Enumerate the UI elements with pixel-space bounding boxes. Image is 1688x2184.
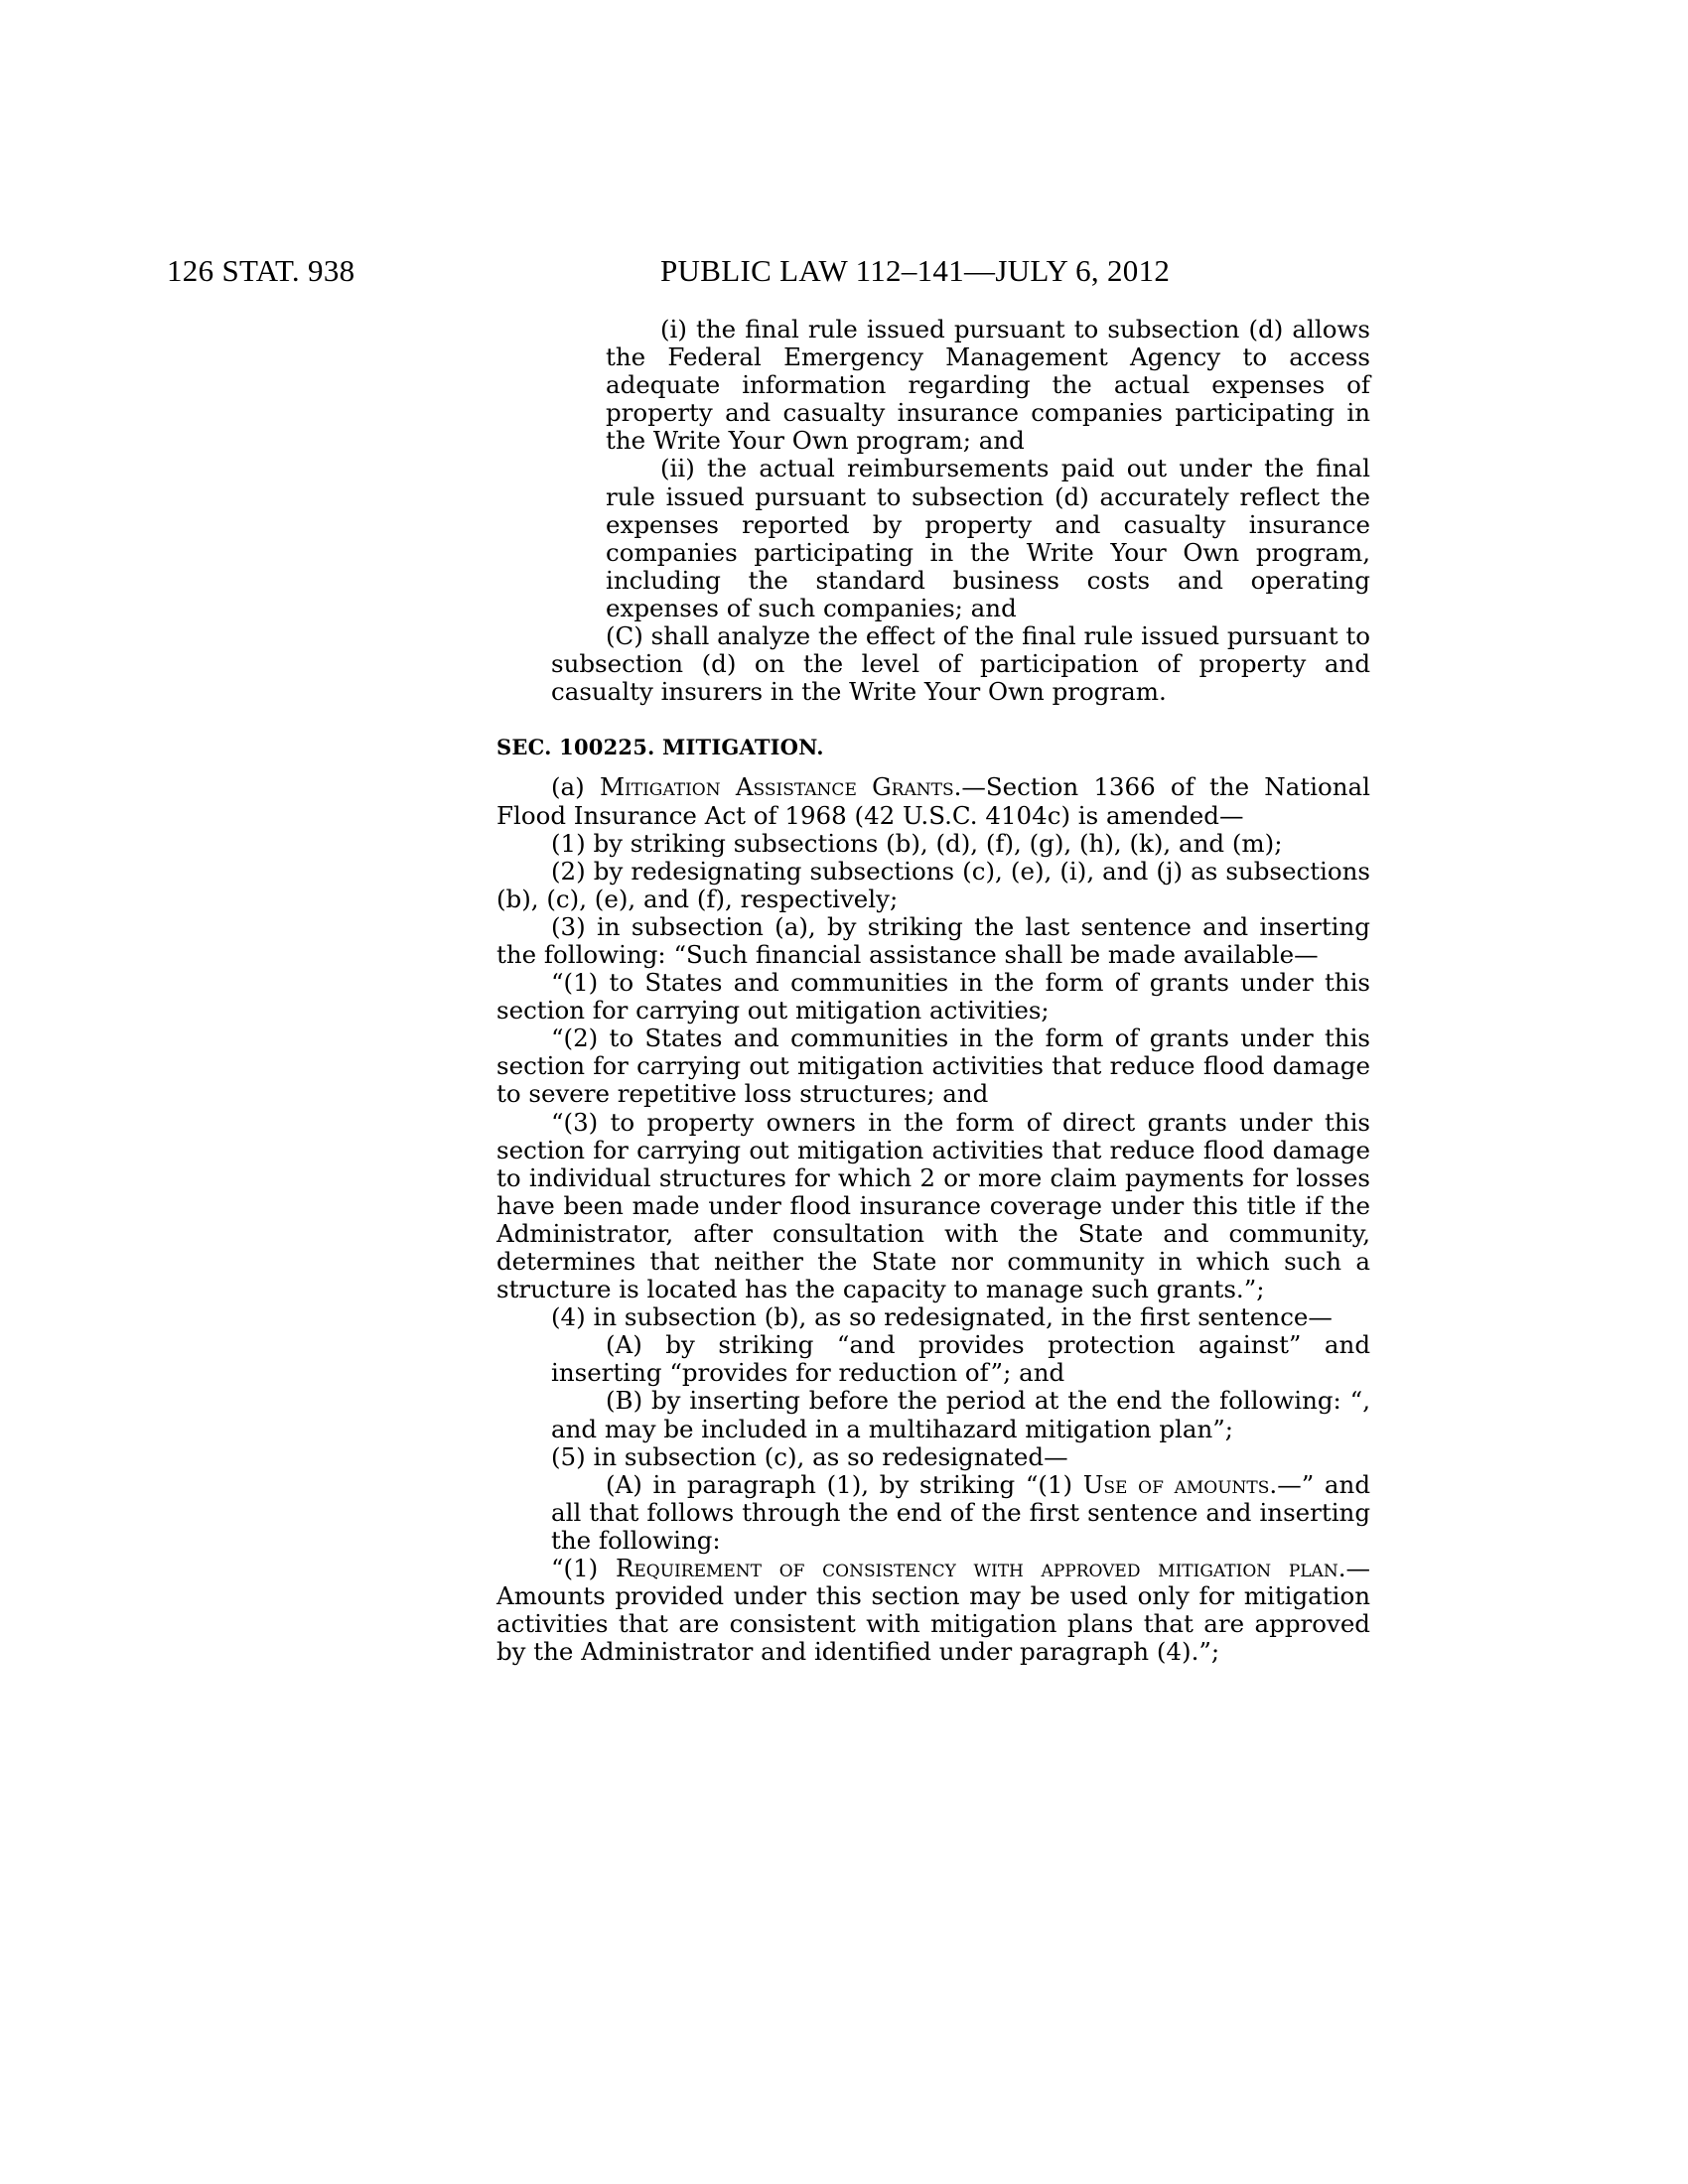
paragraph-quoted-1: “(1) to States and communities in the form of grants under this section for carrying out mitigation activities;	[496, 968, 1370, 1025]
section-heading: SEC. 100225. MITIGATION.	[496, 735, 824, 760]
paragraph-item-5a	[496, 1471, 1370, 1555]
paragraph-item-4b: (B) by inserting before the period at the end the following: “, and may be included in a multihazard mitigation plan”;	[551, 1386, 1370, 1443]
paragraph-item-4: (4) in subsection (b), as so redesignated, in the first sentence—	[551, 1302, 1333, 1332]
paragraph-clause-ii: (ii) the actual reimbursements paid out under the final rule issued pursuant to subsection (d) accurately reflect the expenses reported by property and casualty insurance companies participating in the Write Your Own program, including the standard business costs and operating expenses of such companies; and	[606, 454, 1370, 622]
paragraph-item-1: (1) by striking subsections (b), (d), (f), (g), (h), (k), and (m);	[551, 828, 1283, 858]
subsection-a-heading: Mitigation Assistance Grants	[599, 772, 954, 802]
subsection-a-text: .—Section 1366 of the National Flood Insurance Act of 1968 (42 U.S.C. 4104c) is amended—	[496, 772, 1370, 830]
paragraph-item-5: (5) in subsection (c), as so redesignated—	[551, 1441, 1068, 1471]
item-5a-lead: (A) in paragraph (1), by striking “(1)	[606, 1469, 1083, 1499]
paragraph-quoted-4	[496, 1555, 1370, 1666]
paragraph-quoted-3: “(3) to property owners in the form of direct grants under this section for carrying out mitigation activities that reduce flood damage to individual structures for which 2 or more claim payments for losses have been made under flood insurance coverage under this title if the Administrator, after consultation with the State and community, determines that neither the State nor community in which such a structure is located has the capacity to manage such grants.”;	[496, 1107, 1370, 1304]
quoted-4-smallcaps: Requirement of consistency with approved mitigation plan	[615, 1554, 1338, 1583]
paragraph-quoted-2: “(2) to States and communities in the form of grants under this section for carrying out mitigation activities that reduce flood damage to severe repetitive loss structures; and	[496, 1024, 1370, 1109]
item-5a-smallcaps: Use of amounts	[1082, 1469, 1270, 1499]
paragraph-subsection-a	[496, 773, 1370, 829]
paragraph-item-4a: (A) by striking “and provides protection against” and inserting “provides for reduction of”; and	[551, 1330, 1370, 1388]
item-5a-rest: .—” and all that follows through the end of the first sentence and inserting the following:	[551, 1469, 1371, 1555]
paragraph-item-3: (3) in subsection (a), by striking the last sentence and inserting the following: “Such financial assistance shall be made available—	[496, 911, 1370, 969]
paragraph-subparagraph-c: (C) shall analyze the effect of the final rule issued pursuant to subsection (d) on the level of participation of property and casualty insurers in the Write Your Own program.	[551, 621, 1370, 707]
document-body	[496, 316, 1370, 1666]
quoted-4-rest: .—Amounts provided under this section may be used only for mitigation activities that are consistent with mitigation plans that are approved by the Administrator and identified under paragraph (4).”;	[496, 1554, 1370, 1667]
paragraph-clause-i: (i) the final rule issued pursuant to subsection (d) allows the Federal Emergency Management Agency to access adequate information regarding the actual expenses of property and casualty insurance companies participating in the Write Your Own program; and	[606, 315, 1370, 456]
subsection-a-lead: (a)	[551, 772, 600, 802]
paragraph-item-2: (2) by redesignating subsections (c), (e), (i), and (j) as subsections (b), (c), (e), and (f), respectively;	[496, 856, 1370, 913]
page-number: 126 STAT. 938	[167, 253, 355, 288]
running-head: PUBLIC LAW 112–141—JULY 6, 2012	[660, 253, 1171, 288]
quoted-4-lead: “(1)	[551, 1554, 616, 1583]
